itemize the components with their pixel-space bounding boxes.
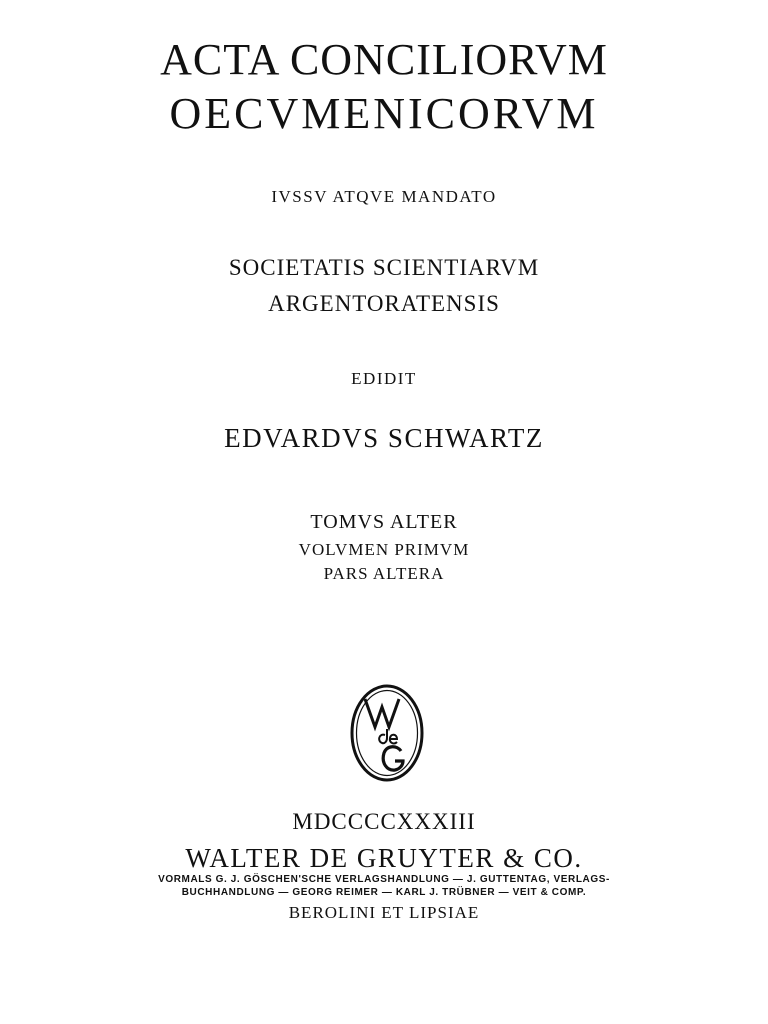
editor-name: EDVARDVS SCHWARTZ bbox=[224, 423, 544, 453]
former-firms-line-2: BUCHHANDLUNG — GEORG REIMER — KARL J. TRÜBNER — VEIT & COMP. bbox=[181, 887, 587, 898]
society-line-2: ARGENTORATENSIS bbox=[268, 291, 500, 316]
publisher-name: WALTER DE GRUYTER & CO. bbox=[185, 843, 583, 873]
volumen-line: VOLVMEN PRIMVM bbox=[298, 540, 470, 559]
main-title-line-1: ACTA CONCILIORVM bbox=[160, 35, 608, 84]
society-line-1: SOCIETATIS SCIENTIARVM bbox=[228, 255, 540, 280]
tomus-line: TOMVS ALTER bbox=[310, 511, 458, 533]
mandate-line: IVSSV ATQVE MANDATO bbox=[271, 187, 497, 206]
edidit-line: EDIDIT bbox=[351, 369, 417, 388]
publisher-monogram-icon bbox=[349, 683, 425, 783]
place-of-publication: BEROLINI ET LIPSIAE bbox=[288, 903, 480, 922]
main-title-line-2: OECVMENICORVM bbox=[169, 89, 599, 138]
publication-year: MDCCCCXXXIII bbox=[292, 809, 476, 834]
former-firms-line-1: VORMALS G. J. GÖSCHEN'SCHE VERLAGSHANDLUNG — J. GUTTENTAG, VERLAGS- bbox=[158, 874, 610, 885]
pars-line: PARS ALTERA bbox=[323, 564, 445, 583]
